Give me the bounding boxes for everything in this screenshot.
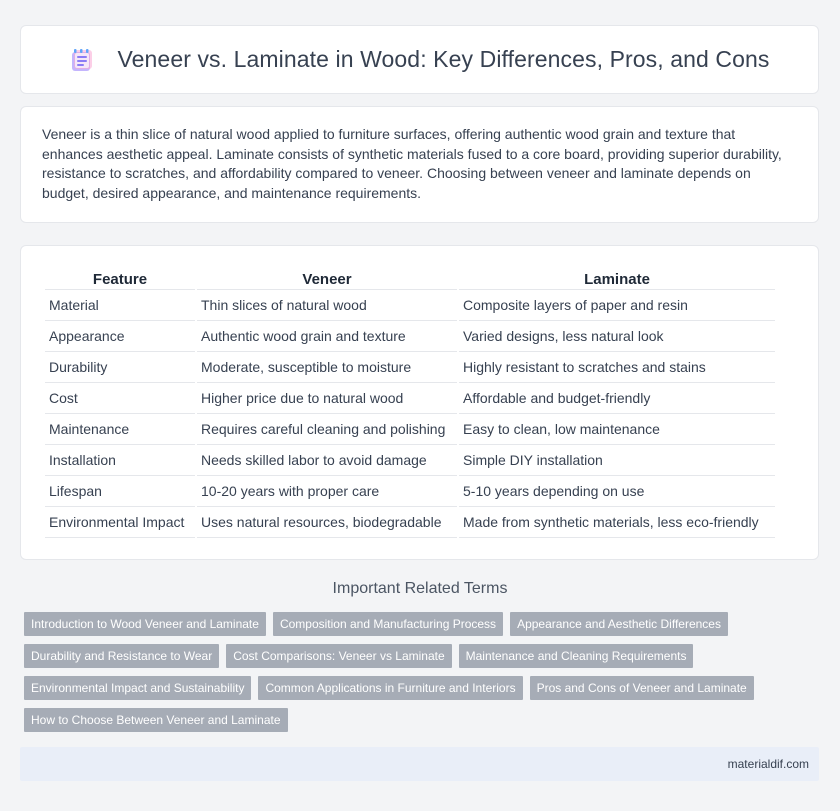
cell-feature: Appearance <box>45 321 195 352</box>
cell-laminate: 5-10 years depending on use <box>459 476 775 507</box>
intro-card <box>20 106 819 223</box>
cell-feature: Durability <box>45 352 195 383</box>
cell-laminate: Affordable and budget-friendly <box>459 383 775 414</box>
header-laminate: Laminate <box>459 264 775 290</box>
header-feature: Feature <box>45 264 195 290</box>
cell-veneer: Moderate, susceptible to moisture <box>197 352 457 383</box>
related-tag[interactable]: Pros and Cons of Veneer and Laminate <box>530 676 754 700</box>
table-row <box>45 352 775 383</box>
cell-veneer: Uses natural resources, biodegradable <box>197 507 457 538</box>
related-tag[interactable]: Cost Comparisons: Veneer vs Laminate <box>226 644 451 668</box>
related-tag[interactable]: Environmental Impact and Sustainability <box>24 676 251 700</box>
table-row <box>45 290 775 321</box>
table-row <box>45 414 775 445</box>
cell-veneer: Needs skilled labor to avoid damage <box>197 445 457 476</box>
table-row <box>45 383 775 414</box>
cell-veneer: Higher price due to natural wood <box>197 383 457 414</box>
table-header-row <box>45 264 775 290</box>
footer <box>20 747 819 781</box>
related-tag[interactable]: Durability and Resistance to Wear <box>24 644 219 668</box>
document-icon <box>69 47 95 73</box>
related-tag[interactable]: Common Applications in Furniture and Interiors <box>258 676 522 700</box>
table-row <box>45 445 775 476</box>
cell-veneer: Requires careful cleaning and polishing <box>197 414 457 445</box>
cell-feature: Lifespan <box>45 476 195 507</box>
intro-paragraph: Veneer is a thin slice of natural wood applied to furniture surfaces, offering authentic wood grain and texture that enhances aesthetic appeal. Laminate consists of synthetic materials fused to a core board, providing superior durability, resistance to scratches, and affordability compared to veneer. Choosing between veneer and laminate depends on budget, desired appearance, and maintenance requirements. <box>42 126 782 201</box>
cell-veneer: 10-20 years with proper care <box>197 476 457 507</box>
footer-site-link[interactable]: materialdif.com <box>727 757 809 771</box>
cell-veneer: Thin slices of natural wood <box>197 290 457 321</box>
related-tag[interactable]: How to Choose Between Veneer and Laminate <box>24 708 288 732</box>
related-tag[interactable]: Appearance and Aesthetic Differences <box>510 612 728 636</box>
comparison-table <box>43 264 777 538</box>
related-tag[interactable]: Composition and Manufacturing Process <box>273 612 503 636</box>
cell-laminate: Highly resistant to scratches and stains <box>459 352 775 383</box>
related-terms-title: Important Related Terms <box>332 580 508 597</box>
cell-feature: Environmental Impact <box>45 507 195 538</box>
cell-laminate: Simple DIY installation <box>459 445 775 476</box>
cell-feature: Installation <box>45 445 195 476</box>
table-row <box>45 476 775 507</box>
header-veneer: Veneer <box>197 264 457 290</box>
table-row <box>45 507 775 538</box>
related-tag[interactable]: Introduction to Wood Veneer and Laminate <box>24 612 266 636</box>
related-tag[interactable]: Maintenance and Cleaning Requirements <box>459 644 694 668</box>
title-wrap <box>69 46 769 73</box>
cell-veneer: Authentic wood grain and texture <box>197 321 457 352</box>
cell-feature: Cost <box>45 383 195 414</box>
page-title: Veneer vs. Laminate in Wood: Key Differences, Pros, and Cons <box>117 46 770 72</box>
cell-laminate: Composite layers of paper and resin <box>459 290 775 321</box>
related-terms-tags <box>24 612 804 732</box>
cell-feature: Maintenance <box>45 414 195 445</box>
comparison-table-card <box>20 245 819 560</box>
cell-laminate: Easy to clean, low maintenance <box>459 414 775 445</box>
cell-feature: Material <box>45 290 195 321</box>
cell-laminate: Made from synthetic materials, less eco-friendly <box>459 507 775 538</box>
table-row <box>45 321 775 352</box>
header-card <box>20 25 819 94</box>
cell-laminate: Varied designs, less natural look <box>459 321 775 352</box>
